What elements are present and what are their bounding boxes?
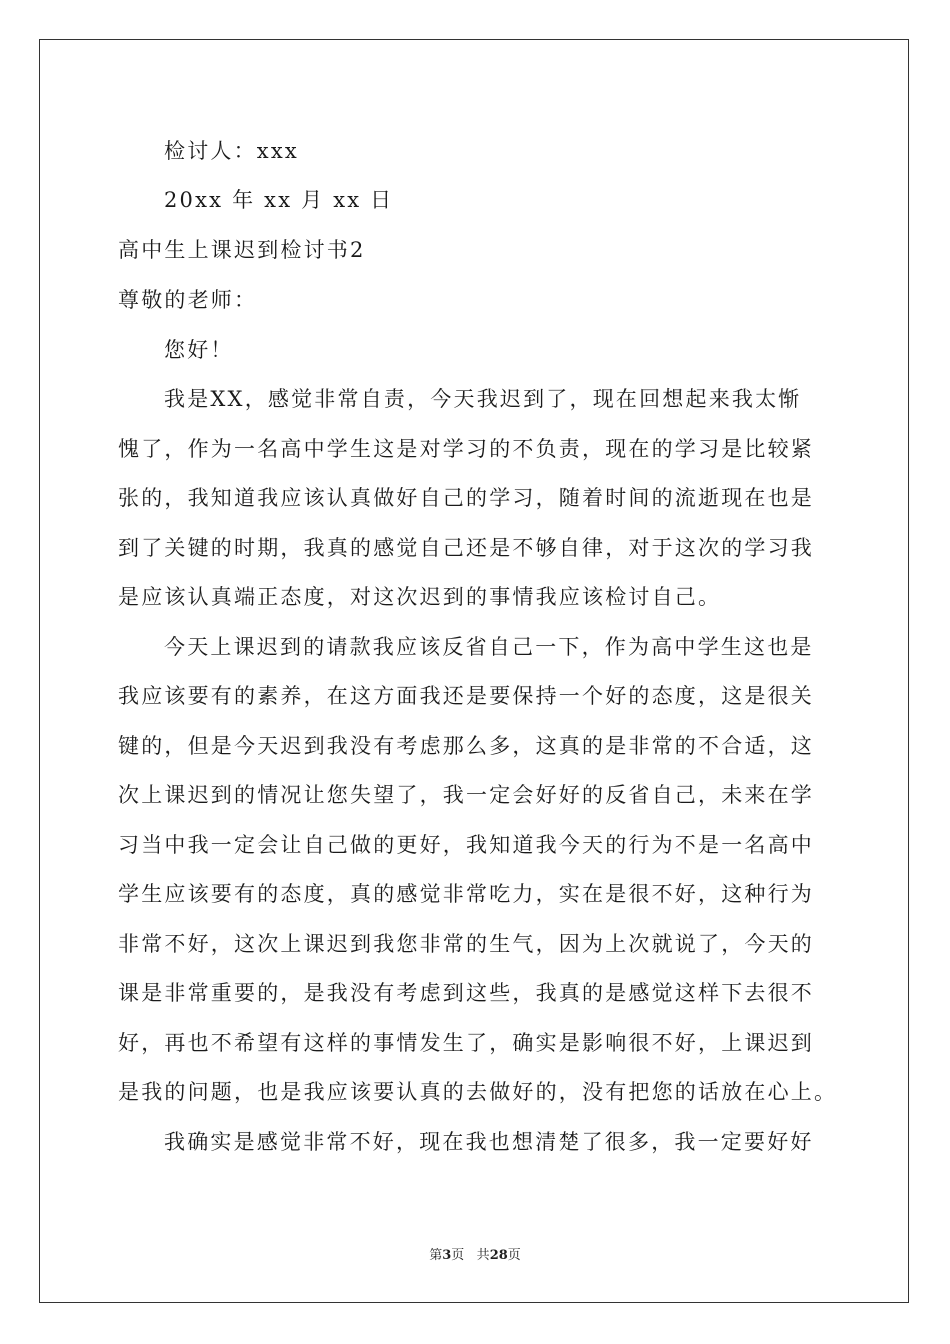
paragraph-2-line: 习当中我一定会让自己做的更好，我知道我今天的行为不是一名高中 <box>118 833 814 857</box>
footer-page-suffix: 页 <box>451 1248 465 1263</box>
paragraph-2-line: 次上课迟到的情况让您失望了，我一定会好好的反省自己，未来在学 <box>118 783 814 807</box>
paragraph-1-line: 到了关键的时期，我真的感觉自己还是不够自律，对于这次的学习我 <box>118 536 814 560</box>
footer-page-prefix: 第 <box>429 1248 443 1263</box>
page-border <box>39 39 909 1303</box>
footer-total-pages: 28 <box>489 1248 508 1263</box>
salutation: 尊敬的老师： <box>118 288 258 312</box>
paragraph-1-line: 是应该认真端正态度，对这次迟到的事情我应该检讨自己。 <box>118 585 722 609</box>
footer-total-prefix: 共 <box>476 1248 490 1263</box>
paragraph-1-line: 愧了，作为一名高中学生这是对学习的不负责，现在的学习是比较紧 <box>118 437 814 461</box>
page-footer <box>0 1247 950 1265</box>
signature-line: 检讨人：xxx <box>164 139 299 163</box>
paragraph-2-line: 今天上课迟到的请款我应该反省自己一下，作为高中学生这也是 <box>164 635 814 659</box>
document-title: 高中生上课迟到检讨书2 <box>118 238 366 262</box>
paragraph-1-line: 张的，我知道我应该认真做好自己的学习，随着时间的流逝现在也是 <box>118 486 814 510</box>
paragraph-2-line: 我应该要有的素养，在这方面我还是要保持一个好的态度，这是很关 <box>118 684 814 708</box>
paragraph-2-line: 课是非常重要的，是我没有考虑到这些，我真的是感觉这样下去很不 <box>118 981 814 1005</box>
date-line: 20xx 年 xx 月 xx 日 <box>164 188 394 212</box>
paragraph-2-line: 学生应该要有的态度，真的感觉非常吃力，实在是很不好，这种行为 <box>118 882 814 906</box>
paragraph-2-line: 非常不好，这次上课迟到我您非常的生气，因为上次就说了，今天的 <box>118 932 814 956</box>
paragraph-2-line: 是我的问题，也是我应该要认真的去做好的，没有把您的话放在心上。 <box>118 1080 838 1104</box>
paragraph-1-line: 我是XX，感觉非常自责，今天我迟到了，现在回想起来我太惭 <box>164 387 802 411</box>
paragraph-2-line: 好，再也不希望有这样的事情发生了，确实是影响很不好，上课迟到 <box>118 1031 814 1055</box>
footer-total-suffix: 页 <box>507 1248 521 1263</box>
paragraph-2-line: 键的，但是今天迟到我没有考虑那么多，这真的是非常的不合适，这 <box>118 734 814 758</box>
footer-page-number: 3 <box>442 1248 452 1263</box>
paragraph-3-line: 我确实是感觉非常不好，现在我也想清楚了很多，我一定要好好 <box>164 1130 814 1154</box>
greeting: 您好！ <box>164 338 234 362</box>
